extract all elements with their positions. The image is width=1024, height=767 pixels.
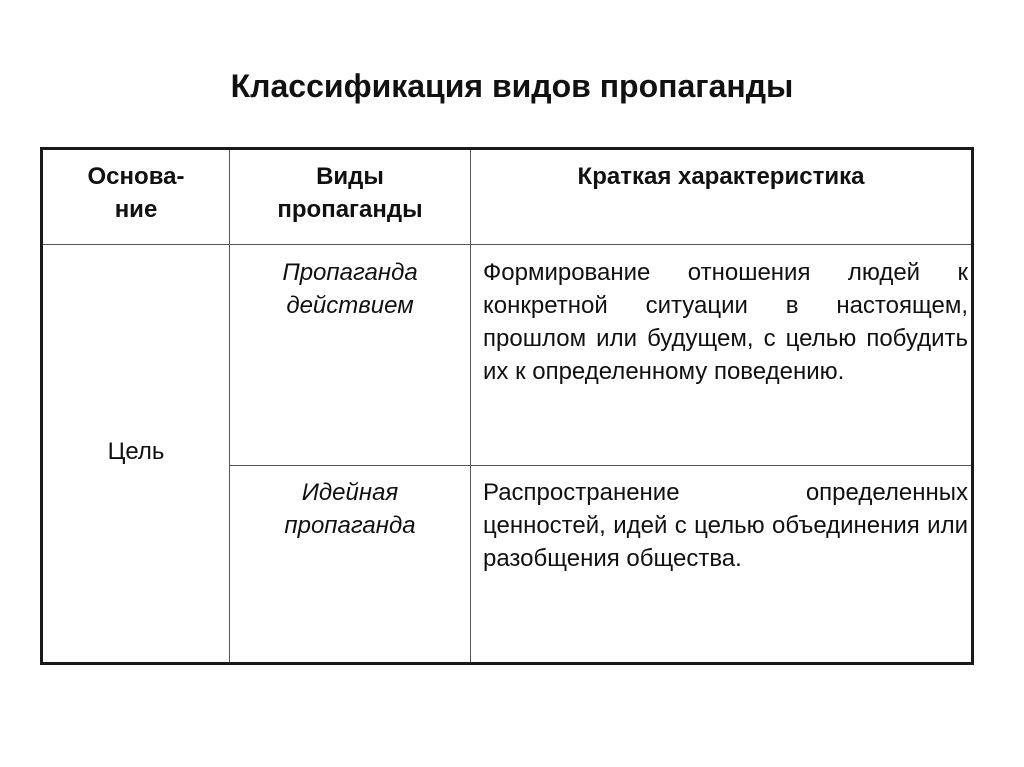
- propaganda-description-1: Формирование отношения людей к конкретной ситуации в настоящем, прошлом или будущем, с целью побудить их к определенному поведению.: [483, 259, 968, 385]
- propaganda-description-2: Распространение определенных ценностей, идей с целью объединения или разобщения общества.: [483, 479, 968, 572]
- basis-value: Цель: [107, 438, 165, 465]
- propaganda-kind-1: Пропаганда действием: [282, 259, 418, 319]
- slide-title: Классификация видов пропаганды: [230, 68, 794, 104]
- header-description: Краткая характеристика: [577, 163, 865, 190]
- header-basis: Основа- ние: [87, 163, 185, 223]
- header-divider: [43, 244, 971, 245]
- classification-table: [40, 147, 974, 665]
- row-divider: [229, 465, 971, 466]
- propaganda-kind-2: Идейная пропаганда: [284, 479, 416, 539]
- column-divider: [229, 150, 230, 662]
- header-kinds: Виды пропаганды: [277, 163, 423, 223]
- column-divider: [470, 150, 471, 662]
